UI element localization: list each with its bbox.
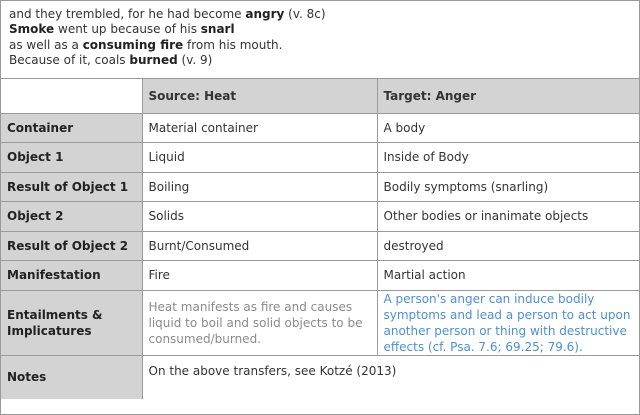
table-row [1, 290, 639, 355]
target-cell: Martial action [377, 261, 639, 291]
table-row [1, 202, 639, 232]
metaphor-mapping-table [1, 79, 639, 399]
target-cell: A body [377, 113, 639, 143]
row-label: Manifestation [1, 261, 142, 291]
target-cell: A person's anger can induce bodily symptoms and lead a person to act upon another person or thing with destructive effects (cf. Psa. 7.6; 69.25; 79.6). [377, 290, 639, 355]
target-cell: Inside of Body [377, 143, 639, 173]
notes-cell: On the above transfers, see Kotzé (2013) [142, 355, 639, 399]
verse-keyword: burned [129, 53, 178, 68]
verse-line-2 [9, 22, 631, 37]
source-cell: Fire [142, 261, 377, 291]
row-label: Container [1, 113, 142, 143]
verse-line-3 [9, 38, 631, 53]
header-source: Source: Heat [142, 79, 377, 113]
table-row [1, 261, 639, 291]
verse-text: went up because of his [54, 22, 201, 37]
row-label: Object 2 [1, 202, 142, 232]
source-cell: Heat manifests as fire and causes liquid to boil and solid objects to be consumed/burned. [142, 290, 377, 355]
source-cell: Liquid [142, 143, 377, 173]
table-header-row [1, 79, 639, 113]
row-label: Object 1 [1, 143, 142, 173]
target-cell: Other bodies or inanimate objects [377, 202, 639, 232]
row-label: Notes [1, 355, 142, 399]
target-cell: Bodily symptoms (snarling) [377, 172, 639, 202]
table-row [1, 172, 639, 202]
row-label: Entailments & Implicatures [1, 290, 142, 355]
verse-text: (v. 8c) [284, 7, 326, 21]
verse-keyword: snarl [200, 22, 235, 37]
verse-text: from his mouth. [183, 37, 283, 52]
table-row [1, 113, 639, 143]
row-label: Result of Object 2 [1, 231, 142, 261]
table-row [1, 231, 639, 261]
verse-line-4 [9, 53, 631, 68]
verse-text: and they trembled, for he had become [9, 7, 246, 21]
source-cell: Boiling [142, 172, 377, 202]
source-cell: Material container [142, 113, 377, 143]
verse-excerpt [1, 1, 639, 79]
verse-line-1 [9, 7, 631, 22]
verse-text: (v. 9) [177, 53, 213, 68]
verse-text: Because of it, coals [9, 53, 130, 68]
verse-keyword: consuming fire [82, 37, 184, 52]
source-cell: Solids [142, 202, 377, 232]
header-blank-cell [1, 79, 142, 113]
table-row [1, 355, 639, 399]
verse-keyword: Smoke [9, 22, 55, 37]
target-cell: destroyed [377, 231, 639, 261]
verse-keyword: angry [245, 7, 285, 21]
header-target: Target: Anger [377, 79, 639, 113]
verse-text: as well as a [9, 37, 83, 52]
table-row [1, 143, 639, 173]
row-label: Result of Object 1 [1, 172, 142, 202]
source-cell: Burnt/Consumed [142, 231, 377, 261]
